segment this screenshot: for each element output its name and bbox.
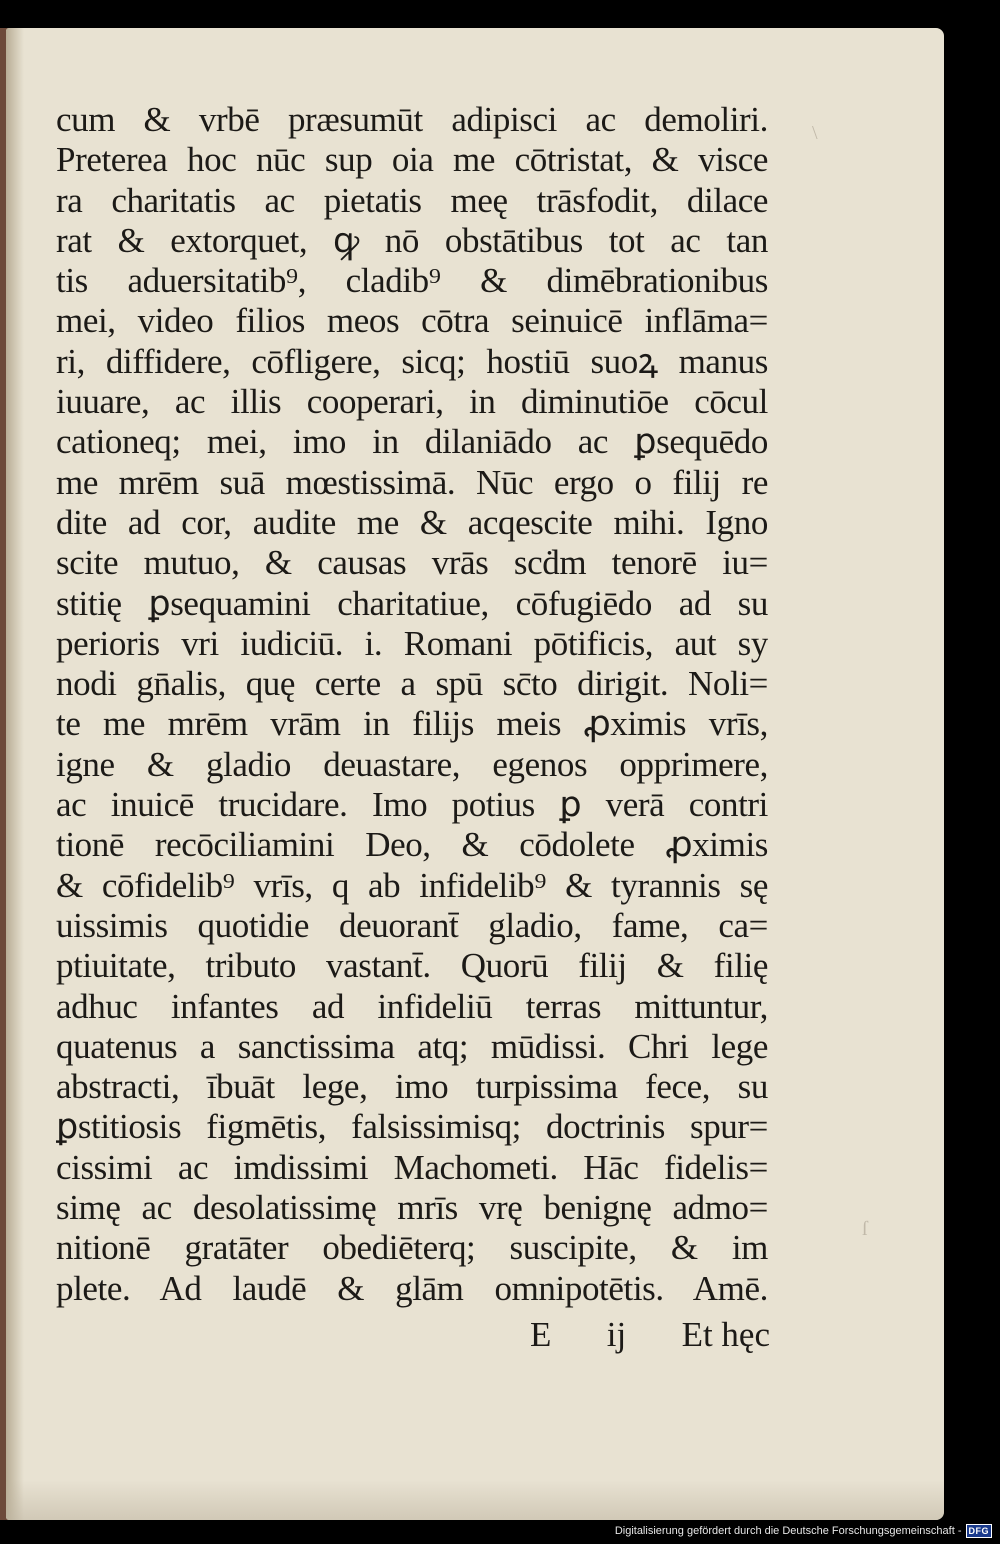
text-line: perioris vri iudiciū. i. Romani pōtificis, aut sy [56, 623, 768, 663]
text-line: ꝑstitiosis figmētis, falsissimisq; doctrinis spur= [56, 1107, 768, 1147]
page-gutter-shadow [6, 28, 24, 1520]
text-line: simę ac desolatissimę mrīs vrę benignę admo= [56, 1188, 768, 1228]
text-line: uissimis quotidie deuorant̄ gladio, fame, ca= [56, 905, 768, 945]
text-line: adhuc infantes ad infideliū terras mittuntur, [56, 986, 768, 1026]
signature-catchword-line [530, 1315, 770, 1355]
text-line: & cōfidelib⁹ vrīs, q ab infidelib⁹ & tyrannis sę [56, 865, 768, 905]
text-line: cum & vrbē præsumūt adipisci ac demoliri. [56, 100, 768, 139]
text-line: mei, video filios meos cōtra seinuicē inflāma= [56, 301, 768, 341]
text-line: scite mutuo, & causas vrās scḋm tenorē iu= [56, 543, 768, 583]
text-line: iuuare, ac illis cooperari, in diminutiōe cōcul [56, 382, 768, 422]
page-bottom-shadow [6, 1480, 944, 1520]
text-line: plete. Ad laudē & glām omnipotētis. Amē. [56, 1268, 768, 1308]
text-line: me mrēm suā mœstissimā. Nūc ergo o filij re [56, 462, 768, 502]
digitization-footer [615, 1522, 992, 1540]
text-line: nodi gn̄alis, quę certe a spū sc̄to dirigit. Noli= [56, 664, 768, 704]
text-line: ri, diffidere, cōfligere, sicq; hostiū suoꝝ manus [56, 341, 768, 381]
text-line: dite ad cor, audite me & acqescite mihi. Igno [56, 502, 768, 542]
text-line: ac inuicē trucidare. Imo potius ꝑ verā contri [56, 785, 768, 825]
text-line: nitionē gratāter obediēterq; suscipite, & im [56, 1228, 768, 1268]
text-line: stitię ꝑsequamini charitatiue, cōfugiēdo ad su [56, 583, 768, 623]
text-line: Preterea hoc nūc sup oia me cōtristat, & visce [56, 140, 768, 180]
signature-mark: E [530, 1315, 552, 1354]
text-line: abstracti, ībuāt lege, imo turpissima fece, su [56, 1067, 768, 1107]
text-line: tis aduersitatib⁹, cladib⁹ & dimēbrationibus [56, 261, 768, 301]
text-line: te me mrēm vrām in filijs meis ꝓximis vrīs, [56, 704, 768, 744]
text-line: cationeq; mei, imo in dilaniādo ac ꝑsequēdo [56, 422, 768, 462]
show-through-mark: \ [812, 122, 818, 144]
catchword: Et hęc [681, 1315, 770, 1354]
text-line: rat & extorquet, ꝙ nō obstātibus tot ac tan [56, 220, 768, 260]
show-through-mark: ſ [862, 1218, 868, 1240]
text-line: cissimi ac imdissimi Machometi. Hāc fidelis= [56, 1147, 768, 1187]
text-line: ra charitatis ac pietatis meę trāsfodit, dilace [56, 180, 768, 220]
text-line: ptiuitate, tributo vastant̄. Quorū filij & filię [56, 946, 768, 986]
page-text-block [56, 100, 768, 1309]
text-line: quatenus a sanctissima atq; mūdissi. Chri lege [56, 1026, 768, 1066]
dfg-logo: DFG [966, 1524, 993, 1538]
text-line: igne & gladio deuastare, egenos opprimere, [56, 744, 768, 784]
funding-credit: Digitalisierung gefördert durch die Deutsche Forschungsgemeinschaft - [614, 1525, 962, 1537]
text-line: tionē recōciliamini Deo, & cōdolete ꝓximis [56, 825, 768, 865]
signature-number: ij [606, 1315, 627, 1354]
